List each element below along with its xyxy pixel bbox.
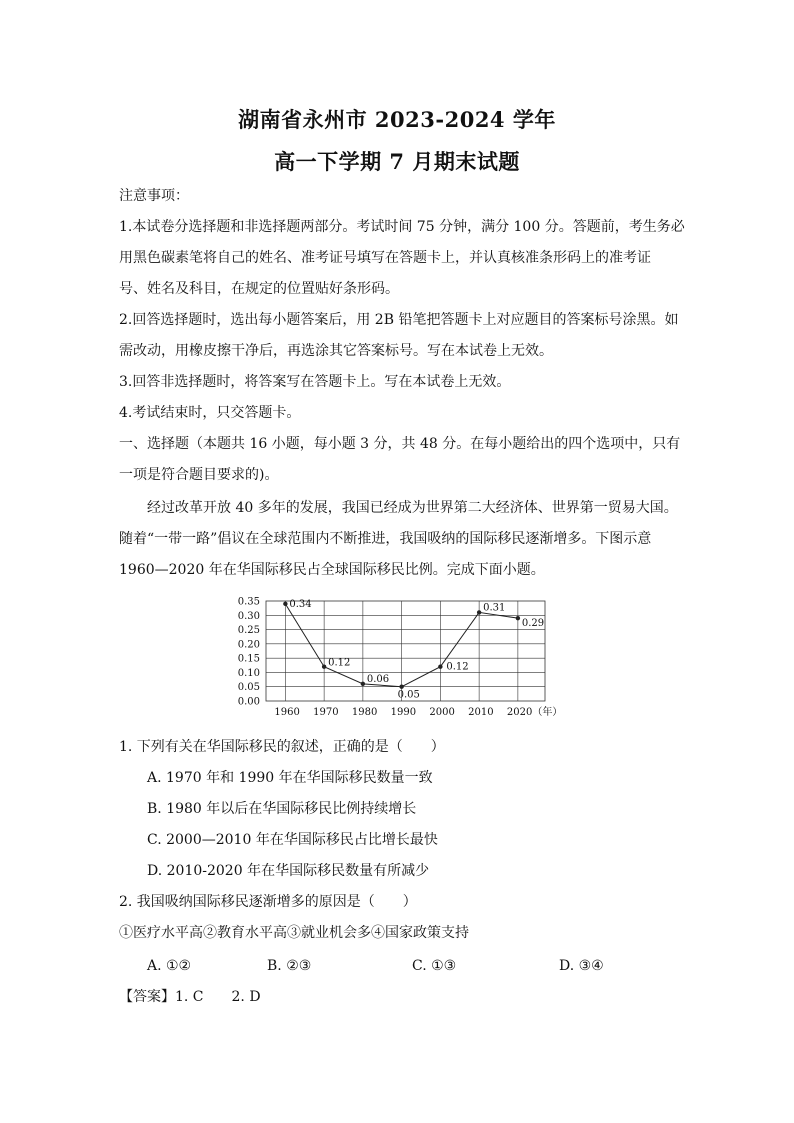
x-tick-label: 1960 bbox=[274, 707, 300, 718]
section-heading-line: 一、选择题（本题共 16 小题，每小题 3 分，共 48 分。在每小题给出的四个选项中，只有 bbox=[119, 436, 681, 452]
page-title-line-1: 湖南省永州市 2023-2024 学年 bbox=[238, 107, 556, 132]
notice-line: 用黑色碳素笔将自己的姓名、准考证号填写在答题卡上，并认真核准条形码上的准考证 bbox=[119, 250, 651, 266]
data-label: 0.06 bbox=[366, 673, 390, 685]
question-1-option-c: C. 2000—2010 年在华国际移民占比增长最快 bbox=[147, 832, 438, 848]
data-point bbox=[283, 602, 287, 606]
section-heading-line: 一项是符合题目要求的)。 bbox=[119, 467, 279, 483]
passage-line: 1960—2020 年在华国际移民占全球国际移民比例。完成下面小题。 bbox=[119, 562, 545, 578]
x-tick-label: 1970 bbox=[313, 707, 339, 718]
data-point bbox=[477, 610, 481, 614]
question-2-stem: 2. 我国吸纳国际移民逐渐增多的原因是（ ） bbox=[119, 894, 417, 910]
x-tick-label: 1990 bbox=[390, 707, 417, 718]
question-2-option-b: B. ②③ bbox=[267, 958, 312, 974]
data-label: 0.12 bbox=[446, 661, 469, 673]
y-tick-label: 0.30 bbox=[237, 610, 260, 622]
passage-line: 随着“一带一路”倡议在全球范围内不断推进，我国吸纳的国际移民逐渐增多。下图示意 bbox=[119, 531, 652, 547]
y-tick-label: 0.35 bbox=[237, 596, 260, 608]
data-label: 0.34 bbox=[289, 598, 312, 610]
data-point bbox=[438, 665, 442, 669]
data-point bbox=[399, 685, 403, 689]
data-label: 0.12 bbox=[328, 657, 351, 669]
y-tick-label: 0.15 bbox=[237, 653, 260, 665]
question-1-option-a: A. 1970 年和 1990 年在华国际移民数量一致 bbox=[147, 770, 433, 786]
data-point bbox=[361, 682, 365, 686]
notice-line: 3.回答非选择题时，将答案写在答题卡上。写在本试卷上无效。 bbox=[119, 374, 511, 390]
notice-heading: 注意事项： bbox=[119, 188, 189, 204]
passage-line: 经过改革开放 40 多年的发展，我国已经成为世界第二大经济体、世界第一贸易大国。 bbox=[147, 500, 678, 516]
y-tick-label: 0.00 bbox=[237, 696, 260, 708]
migrant-ratio-line-chart bbox=[226, 592, 563, 722]
question-2-choices: ①医疗水平高②教育水平高③就业机会多④国家政策支持 bbox=[119, 925, 469, 941]
question-1-stem: 1. 下列有关在华国际移民的叙述，正确的是（ ） bbox=[119, 739, 445, 755]
y-tick-label: 0.05 bbox=[237, 682, 260, 694]
question-2-option-a: A. ①② bbox=[147, 958, 192, 974]
x-tick-label: 2020（年） bbox=[506, 707, 563, 718]
question-2-option-d: D. ③④ bbox=[559, 958, 604, 974]
notice-line: 号、姓名及科目，在规定的位置贴好条形码。 bbox=[119, 281, 399, 297]
notice-line: 1.本试卷分选择题和非选择题两部分。考试时间 75 分钟，满分 100 分。答题前，考生务必 bbox=[119, 219, 685, 235]
question-1-option-b: B. 1980 年以后在华国际移民比例持续增长 bbox=[147, 801, 417, 817]
data-point bbox=[516, 616, 520, 620]
x-tick-label: 2000 bbox=[429, 707, 455, 718]
notice-line: 4.考试结束时，只交答题卡。 bbox=[119, 405, 301, 421]
answer-line: 【答案】1. C 2. D bbox=[119, 989, 261, 1005]
data-label: 0.05 bbox=[397, 689, 420, 701]
page-title-line-2: 高一下学期 7 月期末试题 bbox=[274, 149, 520, 174]
notice-line: 2.回答选择题时，选出每小题答案后，用 2B 铅笔把答题卡上对应题目的答案标号涂黑。如 bbox=[119, 312, 679, 328]
x-tick-label: 2010 bbox=[468, 707, 494, 718]
data-label: 0.29 bbox=[521, 618, 545, 630]
x-tick-label: 1980 bbox=[351, 707, 378, 718]
y-tick-label: 0.25 bbox=[237, 625, 260, 637]
y-tick-label: 0.20 bbox=[237, 639, 260, 651]
question-1-option-d: D. 2010-2020 年在华国际移民数量有所减少 bbox=[147, 863, 430, 879]
question-2-option-c: C. ①③ bbox=[412, 958, 457, 974]
data-label: 0.31 bbox=[483, 602, 506, 614]
notice-line: 需改动，用橡皮擦干净后，再选涂其它答案标号。写在本试卷上无效。 bbox=[119, 343, 553, 359]
data-point bbox=[322, 665, 326, 669]
y-tick-label: 0.10 bbox=[237, 667, 260, 679]
